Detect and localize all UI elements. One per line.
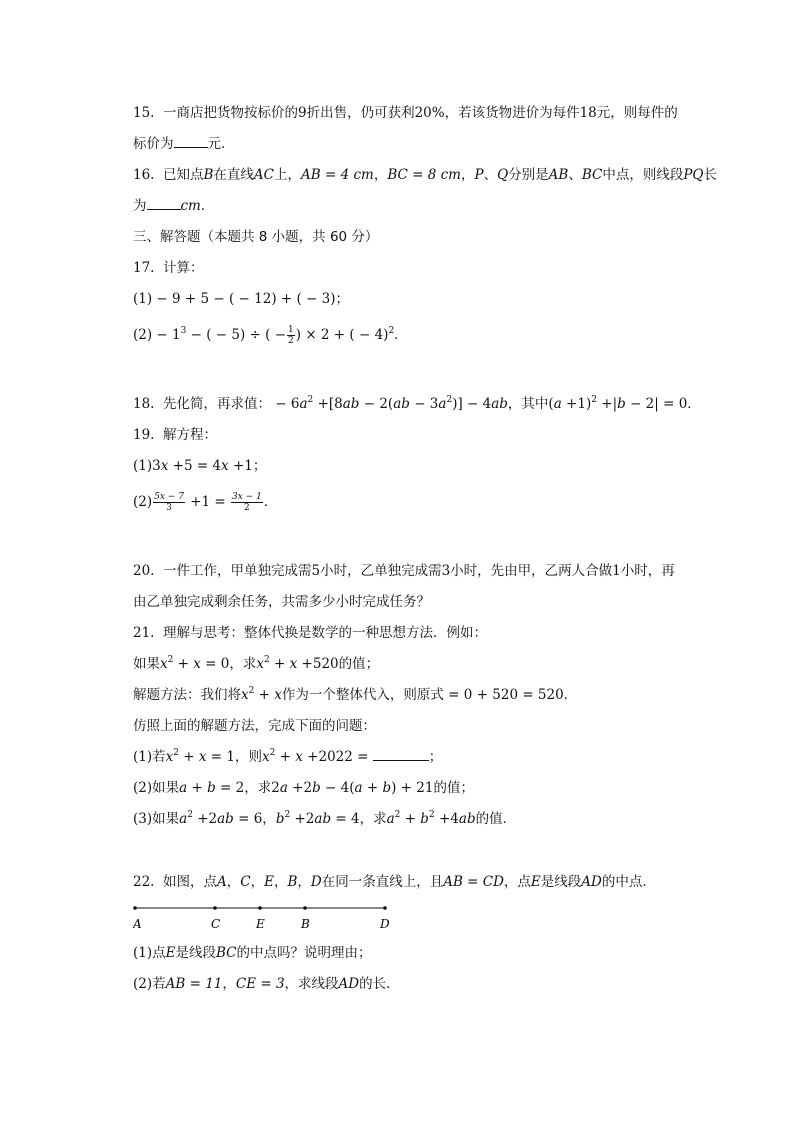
q20-line2: 由乙单独完成剩余任务，共需多少小时完成任务？ — [133, 594, 430, 610]
q21-var: x — [198, 749, 207, 765]
q21-part1 — [133, 748, 442, 766]
q19-fraction-right — [231, 492, 263, 513]
q22-text: ，求线段 — [284, 976, 339, 992]
q21-var: b — [382, 780, 392, 796]
q21-exp: 2 — [248, 686, 255, 696]
q21-number: 21. — [133, 625, 155, 641]
q16-text: 长 — [703, 167, 717, 183]
q21-var: b — [312, 780, 321, 796]
q19-fraction-left — [153, 492, 185, 513]
q22-text: 的中点吗？说明理由； — [236, 945, 372, 961]
q22-text: ， — [226, 874, 241, 890]
q22-text: 的中点． — [601, 874, 656, 890]
q21-text: = 6， — [233, 811, 276, 827]
q21-exp: 2 — [269, 748, 276, 758]
q16-number: 16. — [133, 167, 155, 183]
q22-var: D — [310, 874, 322, 890]
q17-part1: (1) − 9 + 5 − ( − 12) + ( − 3)； — [133, 291, 349, 307]
point-a-dot — [133, 906, 137, 910]
q18-exp: 2 — [307, 395, 314, 405]
q18-var: ab — [491, 396, 508, 412]
q21-title: 理解与思考：整体代换是数学的一种思想方法．例如： — [163, 625, 487, 641]
q22-var: AD — [338, 976, 360, 992]
q21-text: − 4( — [320, 780, 355, 796]
point-c-dot — [213, 906, 217, 910]
q17-title: 计算： — [163, 260, 204, 276]
q16-var: BC — [581, 167, 603, 183]
q22-text: (1)点 — [133, 945, 166, 961]
q22-var: B — [287, 874, 298, 890]
q17-number: 17. — [133, 260, 155, 276]
q21-var: ab — [458, 811, 476, 827]
point-b-dot — [303, 906, 307, 910]
q21-text: + — [178, 749, 199, 765]
q21-text: ； — [428, 749, 443, 765]
q21-text: 解题方法：我们将 — [133, 687, 241, 703]
q20-number: 20. — [133, 563, 155, 579]
q21-text: (3)如果 — [133, 811, 180, 827]
q18-var: ab — [393, 396, 410, 412]
q22-text: 在同一条直线上，且 — [321, 874, 444, 890]
q21-text: +2 — [290, 811, 315, 827]
q19-frac-num: 3x − 1 — [232, 492, 262, 502]
q19-text: ． — [263, 494, 278, 510]
q22-part1 — [133, 944, 372, 962]
q19-title: 解方程： — [163, 427, 217, 443]
q21-var: a — [279, 780, 288, 796]
q21-var: b — [420, 811, 429, 827]
q19-title-line — [133, 426, 217, 444]
q16-text: 上， — [274, 167, 302, 183]
q21-answer-blank[interactable] — [373, 748, 429, 761]
q15-answer-blank[interactable] — [174, 135, 208, 148]
q16-eq: BC = 8 cm — [387, 167, 461, 183]
q16-var: P — [474, 167, 484, 183]
q18-text: − 3 — [409, 396, 439, 412]
q22-text: ，点 — [503, 874, 531, 890]
q21-text: = 2，求2 — [215, 780, 280, 796]
q18-var: a — [438, 396, 447, 412]
point-e-dot — [258, 906, 262, 910]
label-a: A — [133, 917, 142, 931]
q20-line1 — [133, 562, 675, 580]
q21-text: + — [187, 780, 208, 796]
q21-text: + — [362, 780, 383, 796]
q21-text: +520的值； — [297, 656, 380, 672]
q21-example — [133, 655, 379, 673]
q17-fraction — [287, 325, 295, 346]
q21-var: a — [179, 811, 188, 827]
q16-text: 、 — [483, 167, 498, 183]
q15-text: 一商店把货物按标价的9折出售，仍可获利20%，若该货物进价为每件18元，则每件的 — [163, 105, 678, 121]
q18-text: − 2| = 0． — [625, 396, 701, 412]
q21-text: + — [400, 811, 421, 827]
q16-eq: AB = 4 cm — [301, 167, 374, 183]
q22-var: E — [530, 874, 541, 890]
q21-var: x — [241, 687, 249, 703]
q18-text: +| — [596, 396, 618, 412]
point-d-dot — [383, 906, 387, 910]
q17-text: ． — [394, 327, 408, 343]
q22-var: AD — [581, 874, 602, 890]
q17-frac-num: 1 — [288, 325, 294, 335]
q21-var: x — [262, 749, 270, 765]
q21-var: b — [275, 811, 285, 827]
q18-line — [133, 395, 701, 413]
q21-text: +2022 = — [302, 749, 373, 765]
q22-eq: AB = CD — [443, 874, 504, 890]
q19-text: +1 = — [185, 494, 231, 510]
q21-text: (1)若 — [133, 749, 166, 765]
q21-text: = 0，求 — [200, 656, 257, 672]
q18-text: +1) — [561, 396, 592, 412]
q20-text: 一件工作，甲单独完成需5小时，乙单独完成需3小时，先由甲，乙两人合做1小时，再 — [163, 563, 675, 579]
q15-text3: 元． — [207, 136, 235, 152]
q19-text: (2) — [133, 494, 153, 510]
q21-text: + — [275, 749, 296, 765]
q21-exp: 2 — [428, 810, 435, 820]
q21-var: x — [295, 749, 303, 765]
q16-text: 已知点 — [163, 167, 204, 183]
q18-var: b — [617, 396, 626, 412]
q22-text: (2)若 — [133, 976, 166, 992]
q18-exp: 2 — [591, 395, 597, 405]
q16-answer-blank[interactable] — [147, 197, 181, 210]
q22-line-segment-figure — [133, 902, 393, 932]
q21-text: 的值． — [475, 811, 517, 827]
q19-var: x — [160, 458, 169, 474]
q15-number: 15. — [133, 105, 155, 121]
q21-part3 — [133, 810, 516, 828]
q18-text: 先化简，再求值： − 6 — [163, 396, 300, 412]
q22-text: ， — [297, 874, 311, 890]
q22-text: ， — [273, 874, 288, 890]
q18-text: +[8 — [313, 396, 343, 412]
q21-text: ) + 21的值； — [391, 780, 474, 796]
q21-part2 — [133, 779, 474, 797]
q16-text: 中点，则线段 — [602, 167, 684, 183]
q18-var: a — [553, 396, 562, 412]
q16-var: B — [203, 167, 214, 183]
q18-text: )] − 4 — [452, 396, 492, 412]
q17-exponent: 2 — [388, 326, 395, 336]
q21-text: 作为一个整体代入，则原式 = 0 + 520 = 520． — [281, 687, 578, 703]
q21-var: x — [160, 656, 168, 672]
q21-text: + — [173, 656, 194, 672]
q16-unit: cm — [180, 198, 201, 214]
q16-var: AB — [548, 167, 569, 183]
q16-text: ， — [460, 167, 475, 183]
q22-var: A — [217, 874, 227, 890]
q21-var: x — [256, 656, 264, 672]
q22-eq: CE = 3 — [235, 976, 285, 992]
q17-part2 — [133, 325, 408, 346]
q21-text: 如果 — [133, 656, 160, 672]
section3-title: 三、解答题（本题共 8 小题，共 60 分） — [133, 229, 379, 245]
q22-line1 — [133, 873, 656, 891]
q17-frac-den: 2 — [288, 336, 294, 346]
label-e: E — [256, 917, 265, 931]
q21-var: x — [289, 656, 298, 672]
q21-var: a — [354, 780, 363, 796]
q22-var: BC — [215, 945, 237, 961]
q19-frac-den: 3 — [166, 503, 172, 513]
q21-exp: 2 — [284, 810, 291, 820]
q21-text: + — [254, 687, 275, 703]
q18-exp: 2 — [446, 395, 453, 405]
q18-var: a — [299, 396, 308, 412]
q21-text: (2)如果 — [133, 780, 180, 796]
q21-text: = 4，求 — [331, 811, 387, 827]
q17-exponent: 3 — [180, 326, 187, 336]
q22-text: ， — [222, 976, 236, 992]
q19-frac-num: 5x − 7 — [154, 492, 184, 502]
q22-text: ， — [250, 874, 265, 890]
q16-text: ， — [373, 167, 388, 183]
q21-var: x — [193, 656, 201, 672]
q21-text: +4 — [434, 811, 459, 827]
q16-var: PQ — [683, 167, 704, 183]
q15-line1 — [133, 104, 678, 122]
q15-line2 — [133, 135, 235, 153]
q17-title-line — [133, 259, 204, 277]
q18-var: ab — [342, 396, 360, 412]
q21-var: x — [274, 687, 282, 703]
q21-text: +2 — [287, 780, 313, 796]
q22-text: 是线段 — [175, 945, 216, 961]
q17-text: ) × 2 + ( − 4) — [295, 327, 389, 343]
q19-text: (1)3 — [133, 458, 161, 474]
q16-text: 、 — [568, 167, 582, 183]
q16-text: 分别是 — [508, 167, 549, 183]
q22-text: 的长． — [359, 976, 400, 992]
q19-part1 — [133, 457, 266, 475]
q21-text: + — [269, 656, 290, 672]
label-b: B — [301, 917, 310, 931]
q21-exp: 2 — [173, 748, 179, 758]
q21-exp: 2 — [264, 655, 270, 665]
q16-var: Q — [497, 167, 509, 183]
q19-var: x — [221, 458, 229, 474]
q17-text: (2) − 1 — [133, 327, 181, 343]
q21-text: +2 — [192, 811, 218, 827]
q18-text: − 2( — [359, 396, 394, 412]
q21-solution — [133, 686, 577, 704]
q21-var: x — [165, 749, 174, 765]
q21-text: = 1，则 — [206, 749, 262, 765]
q21-var: a — [386, 811, 395, 827]
q22-eq: AB = 11 — [165, 976, 223, 992]
q21-var: b — [207, 780, 216, 796]
q22-number: 22. — [133, 874, 155, 890]
q19-text: +5 = 4 — [168, 458, 222, 474]
q16-line2 — [133, 197, 214, 215]
q16-text: 为 — [133, 198, 147, 214]
q21-exp: 2 — [394, 810, 401, 820]
q16-line1 — [133, 166, 717, 184]
q19-text: +1； — [228, 458, 267, 474]
q18-text: ，其中( — [507, 396, 554, 412]
q21-exp: 2 — [167, 655, 174, 665]
label-c: C — [211, 917, 221, 931]
q19-part2 — [133, 492, 277, 513]
q22-var: C — [240, 874, 251, 890]
q16-text: 在直线 — [213, 167, 254, 183]
q21-var: a — [179, 780, 188, 796]
q21-var: ab — [314, 811, 332, 827]
label-d: D — [380, 917, 390, 931]
q21-title-line — [133, 624, 487, 642]
q22-var: E — [165, 945, 176, 961]
q18-number: 18. — [133, 396, 155, 412]
q16-text: ． — [200, 198, 215, 214]
q17-text: − ( − 5) ÷ ( − — [186, 327, 287, 343]
q21-intro: 仿照上面的解题方法，完成下面的问题： — [133, 718, 376, 734]
q22-text: 如图，点 — [163, 874, 217, 890]
q15-text2: 标价为 — [133, 136, 174, 152]
q22-text: 是线段 — [540, 874, 582, 890]
q22-var: E — [264, 874, 274, 890]
q21-exp: 2 — [187, 810, 193, 820]
q19-frac-den: 2 — [244, 503, 250, 513]
q16-var: AC — [253, 167, 275, 183]
q19-number: 19. — [133, 427, 155, 443]
q21-var: ab — [217, 811, 234, 827]
q22-part2 — [133, 975, 400, 993]
